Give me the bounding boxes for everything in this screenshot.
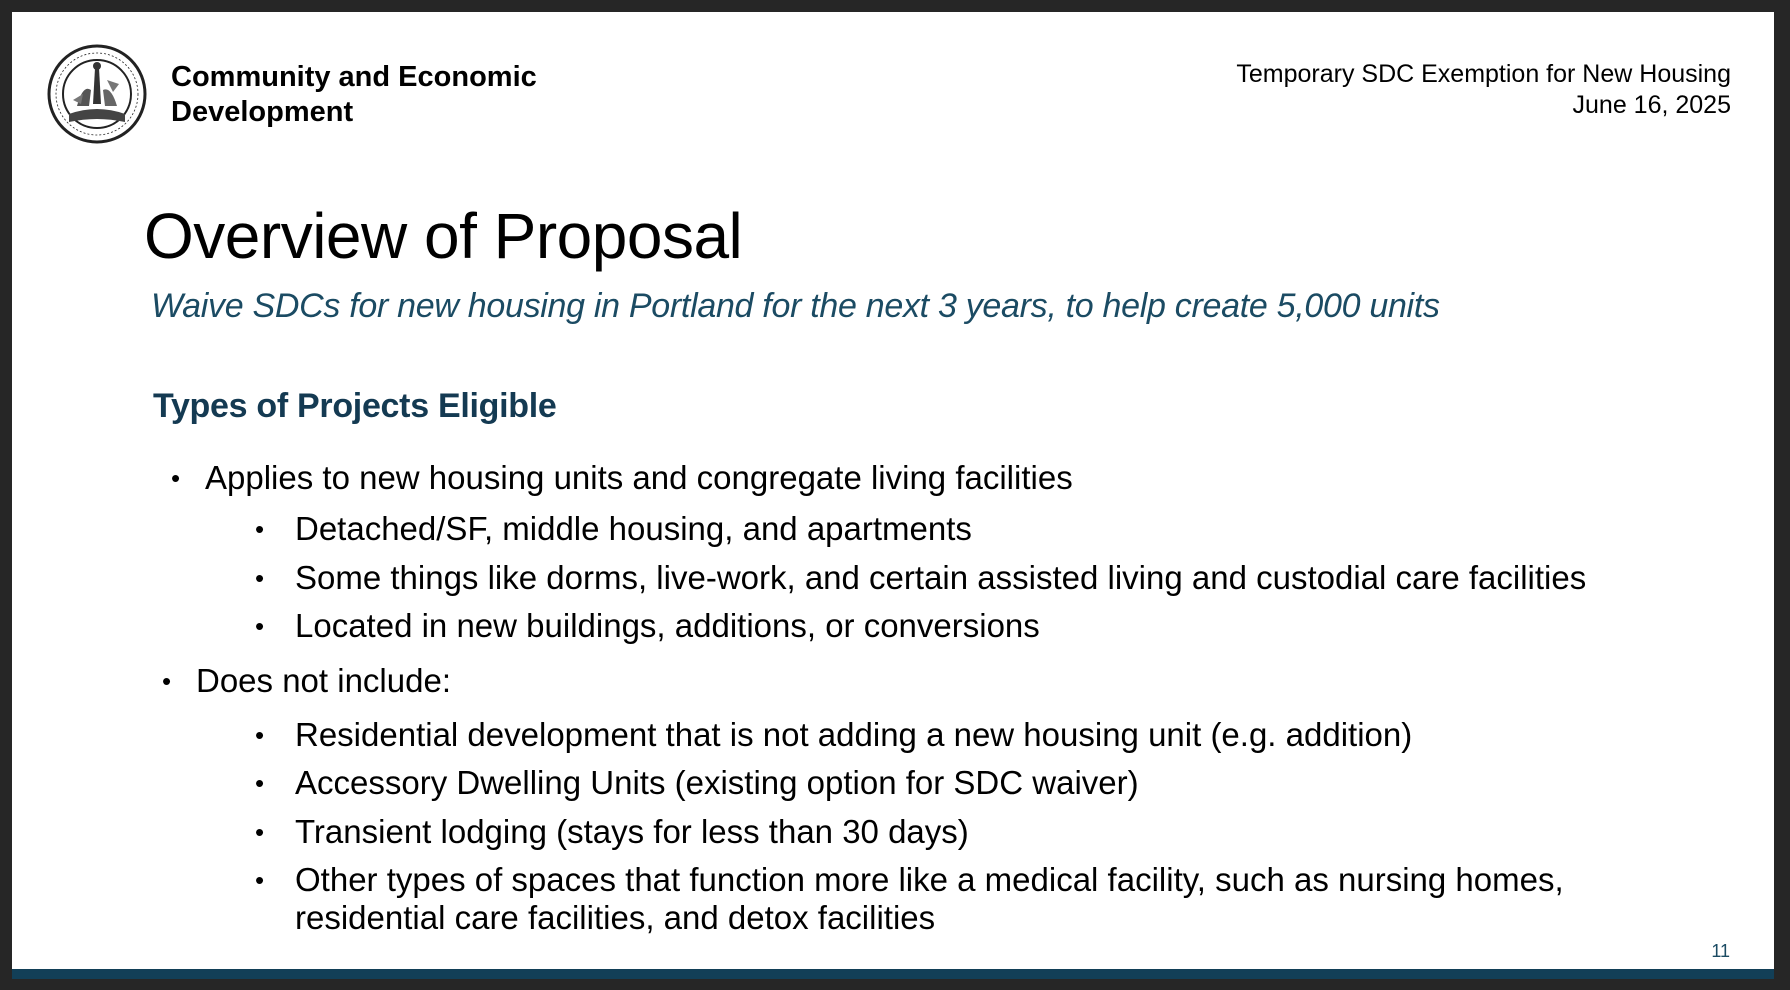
bullet-dot: • [255,817,265,847]
sub-bullet-applies-3 [255,607,1040,645]
sub-bullet-excludes-3 [255,813,969,851]
sub-bullet-excludes-4-continuation [295,899,935,937]
bullet-dot: • [255,563,265,593]
sub-bullet-excludes-1 [255,716,1413,754]
bullet-text: Applies to new housing units and congregate living facilities [205,459,1073,496]
bullet-dot: • [255,514,265,544]
slide [12,12,1774,979]
sub-bullet-excludes-4 [255,861,1564,899]
bullet-text: Detached/SF, middle housing, and apartments [295,510,972,547]
city-seal-icon [47,44,147,144]
bullet-excludes [162,662,451,700]
bullet-dot: • [255,720,265,750]
slide-subtitle: Waive SDCs for new housing in Portland for the next 3 years, to help create 5,000 units [151,287,1440,325]
document-title: Temporary SDC Exemption for New Housing [1236,60,1731,88]
bullet-dot: • [255,865,265,895]
bullet-text: Does not include: [196,662,451,699]
document-date: June 16, 2025 [1572,91,1731,119]
bullet-dot: • [171,463,181,493]
sub-bullet-applies-1 [255,510,972,548]
page-number: 11 [1711,941,1730,961]
sub-bullet-applies-2 [255,559,1587,597]
sub-bullet-excludes-2 [255,764,1139,802]
bullet-text: Located in new buildings, additions, or conversions [295,607,1040,644]
bullet-text: Accessory Dwelling Units (existing option for SDC waiver) [295,764,1139,801]
bullet-text: residential care facilities, and detox facilities [295,899,936,936]
slide-title: Overview of Proposal [144,200,743,272]
bullet-dot: • [255,768,265,798]
department-line-1: Community and Economic [171,61,537,93]
bullet-dot: • [162,666,172,696]
bullet-dot: • [255,611,265,641]
bullet-text: Some things like dorms, live-work, and certain assisted living and custodial care facilities [295,559,1587,596]
department-line-2: Development [171,96,354,128]
bottom-accent-bar [12,969,1774,979]
department-name [171,60,537,130]
header-info [1236,59,1731,121]
bullet-text: Other types of spaces that function more like a medical facility, such as nursing homes, [295,861,1564,898]
section-heading: Types of Projects Eligible [153,387,557,425]
bullet-text: Residential development that is not adding a new housing unit (e.g. addition) [295,716,1413,753]
bullet-text: Transient lodging (stays for less than 30 days) [295,813,969,850]
bullet-applies [171,459,1073,497]
